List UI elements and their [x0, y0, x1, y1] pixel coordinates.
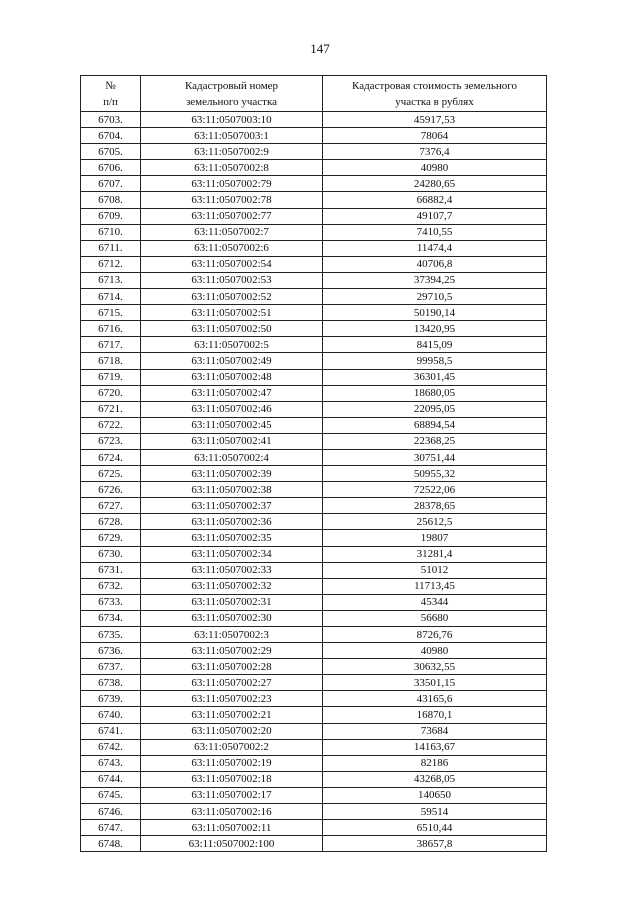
- cell-cadastral-value: 11713,45: [323, 578, 547, 594]
- cell-row-number: 6723.: [81, 433, 141, 449]
- cell-row-number: 6734.: [81, 610, 141, 626]
- cell-cadastral-number: 63:11:0507002:3: [141, 627, 323, 643]
- table-row: [81, 417, 547, 433]
- cell-row-number: 6708.: [81, 192, 141, 208]
- table-row: [81, 433, 547, 449]
- cell-row-number: 6730.: [81, 546, 141, 562]
- cell-row-number: 6743.: [81, 755, 141, 771]
- cell-cadastral-number: 63:11:0507002:52: [141, 289, 323, 305]
- header-row-number: [81, 76, 141, 112]
- table-row: [81, 224, 547, 240]
- cell-cadastral-value: 6510,44: [323, 820, 547, 836]
- cell-cadastral-number: 63:11:0507002:36: [141, 514, 323, 530]
- table-row: [81, 466, 547, 482]
- cell-cadastral-number: 63:11:0507002:39: [141, 466, 323, 482]
- table-body: [81, 112, 547, 852]
- table-row: [81, 176, 547, 192]
- table-row: [81, 643, 547, 659]
- cell-cadastral-number: 63:11:0507002:4: [141, 449, 323, 465]
- cell-row-number: 6745.: [81, 787, 141, 803]
- cell-cadastral-value: 30632,55: [323, 659, 547, 675]
- table-row: [81, 482, 547, 498]
- cell-cadastral-number: 63:11:0507002:9: [141, 144, 323, 160]
- cell-cadastral-value: 140650: [323, 787, 547, 803]
- cadastral-value-table: [80, 75, 547, 852]
- cell-cadastral-value: 40980: [323, 643, 547, 659]
- table-row: [81, 610, 547, 626]
- header-cadastral-value-line1: Кадастровая стоимость земельного: [352, 79, 517, 92]
- cell-cadastral-value: 19807: [323, 530, 547, 546]
- table-row: [81, 546, 547, 562]
- table-row: [81, 272, 547, 288]
- table-row: [81, 128, 547, 144]
- header-cadastral-value-line2: участка в рублях: [395, 95, 474, 108]
- cell-cadastral-value: 7410,55: [323, 224, 547, 240]
- cell-row-number: 6715.: [81, 305, 141, 321]
- header-row: [81, 76, 547, 112]
- cell-cadastral-number: 63:11:0507002:41: [141, 433, 323, 449]
- cell-row-number: 6736.: [81, 643, 141, 659]
- cell-cadastral-number: 63:11:0507002:2: [141, 739, 323, 755]
- cell-cadastral-value: 28378,65: [323, 498, 547, 514]
- cell-cadastral-value: 22095,05: [323, 401, 547, 417]
- table-row: [81, 160, 547, 176]
- cell-cadastral-value: 22368,25: [323, 433, 547, 449]
- cell-row-number: 6727.: [81, 498, 141, 514]
- cell-cadastral-number: 63:11:0507002:38: [141, 482, 323, 498]
- table-row: [81, 256, 547, 272]
- cell-row-number: 6732.: [81, 578, 141, 594]
- cell-cadastral-number: 63:11:0507002:16: [141, 804, 323, 820]
- cell-row-number: 6712.: [81, 256, 141, 272]
- cell-cadastral-number: 63:11:0507002:6: [141, 240, 323, 256]
- cell-cadastral-value: 43268,05: [323, 771, 547, 787]
- cell-cadastral-value: 33501,15: [323, 675, 547, 691]
- cell-cadastral-number: 63:11:0507002:17: [141, 787, 323, 803]
- cell-cadastral-number: 63:11:0507002:47: [141, 385, 323, 401]
- cell-cadastral-value: 14163,67: [323, 739, 547, 755]
- cell-row-number: 6713.: [81, 272, 141, 288]
- cell-row-number: 6709.: [81, 208, 141, 224]
- table-row: [81, 385, 547, 401]
- table-row: [81, 739, 547, 755]
- cell-cadastral-number: 63:11:0507002:18: [141, 771, 323, 787]
- cell-row-number: 6731.: [81, 562, 141, 578]
- cell-cadastral-number: 63:11:0507002:20: [141, 723, 323, 739]
- table-row: [81, 562, 547, 578]
- table-row: [81, 530, 547, 546]
- table-row: [81, 820, 547, 836]
- cell-row-number: 6728.: [81, 514, 141, 530]
- cell-cadastral-number: 63:11:0507002:27: [141, 675, 323, 691]
- cell-row-number: 6711.: [81, 240, 141, 256]
- cell-cadastral-value: 36301,45: [323, 369, 547, 385]
- cell-cadastral-number: 63:11:0507002:23: [141, 691, 323, 707]
- cell-cadastral-value: 50955,32: [323, 466, 547, 482]
- cell-cadastral-number: 63:11:0507002:37: [141, 498, 323, 514]
- table-row: [81, 804, 547, 820]
- cell-row-number: 6725.: [81, 466, 141, 482]
- cell-cadastral-value: 45917,53: [323, 112, 547, 128]
- cell-cadastral-number: 63:11:0507002:50: [141, 321, 323, 337]
- cell-cadastral-number: 63:11:0507002:5: [141, 337, 323, 353]
- table-row: [81, 594, 547, 610]
- cell-cadastral-value: 31281,4: [323, 546, 547, 562]
- cell-cadastral-value: 16870,1: [323, 707, 547, 723]
- table-row: [81, 787, 547, 803]
- cell-row-number: 6748.: [81, 836, 141, 852]
- cell-row-number: 6716.: [81, 321, 141, 337]
- cell-cadastral-number: 63:11:0507003:1: [141, 128, 323, 144]
- cell-cadastral-value: 7376,4: [323, 144, 547, 160]
- cell-cadastral-value: 30751,44: [323, 449, 547, 465]
- cell-row-number: 6721.: [81, 401, 141, 417]
- header-row-number-line2: п/п: [103, 95, 118, 108]
- cell-row-number: 6741.: [81, 723, 141, 739]
- cell-row-number: 6747.: [81, 820, 141, 836]
- cell-row-number: 6710.: [81, 224, 141, 240]
- cell-cadastral-value: 37394,25: [323, 272, 547, 288]
- cell-row-number: 6705.: [81, 144, 141, 160]
- cell-row-number: 6714.: [81, 289, 141, 305]
- cell-row-number: 6746.: [81, 804, 141, 820]
- cell-row-number: 6719.: [81, 369, 141, 385]
- header-row-number-line1: №: [105, 79, 116, 92]
- header-cadastral-number-line1: Кадастровый номер: [184, 79, 279, 92]
- table-row: [81, 192, 547, 208]
- cell-cadastral-value: 29710,5: [323, 289, 547, 305]
- table-row: [81, 401, 547, 417]
- table-row: [81, 449, 547, 465]
- cell-cadastral-number: 63:11:0507002:46: [141, 401, 323, 417]
- cell-cadastral-value: 49107,7: [323, 208, 547, 224]
- cell-row-number: 6742.: [81, 739, 141, 755]
- cell-row-number: 6744.: [81, 771, 141, 787]
- cell-cadastral-value: 24280,65: [323, 176, 547, 192]
- table-row: [81, 707, 547, 723]
- cell-cadastral-number: 63:11:0507002:28: [141, 659, 323, 675]
- table-row: [81, 305, 547, 321]
- table-row: [81, 723, 547, 739]
- table-row: [81, 836, 547, 852]
- table-row: [81, 771, 547, 787]
- cell-cadastral-number: 63:11:0507002:19: [141, 755, 323, 771]
- table-row: [81, 675, 547, 691]
- cell-cadastral-number: 63:11:0507002:77: [141, 208, 323, 224]
- cell-cadastral-number: 63:11:0507002:30: [141, 610, 323, 626]
- table-row: [81, 321, 547, 337]
- cell-row-number: 6704.: [81, 128, 141, 144]
- cell-row-number: 6718.: [81, 353, 141, 369]
- header-cadastral-number: [141, 76, 323, 112]
- table-header: [81, 76, 547, 112]
- table-row: [81, 208, 547, 224]
- cell-cadastral-number: 63:11:0507002:32: [141, 578, 323, 594]
- table-row: [81, 337, 547, 353]
- cell-row-number: 6722.: [81, 417, 141, 433]
- cell-cadastral-value: 18680,05: [323, 385, 547, 401]
- table-row: [81, 353, 547, 369]
- table-row: [81, 514, 547, 530]
- cell-row-number: 6703.: [81, 112, 141, 128]
- cell-cadastral-value: 68894,54: [323, 417, 547, 433]
- cell-row-number: 6740.: [81, 707, 141, 723]
- cell-row-number: 6729.: [81, 530, 141, 546]
- table-row: [81, 498, 547, 514]
- header-cadastral-number-line2: земельного участка: [185, 95, 278, 108]
- table-row: [81, 755, 547, 771]
- cell-cadastral-number: 63:11:0507002:45: [141, 417, 323, 433]
- table-row: [81, 240, 547, 256]
- cell-cadastral-number: 63:11:0507002:34: [141, 546, 323, 562]
- cell-cadastral-value: 40706,8: [323, 256, 547, 272]
- cell-cadastral-value: 8726,76: [323, 627, 547, 643]
- table-row: [81, 289, 547, 305]
- cell-row-number: 6735.: [81, 627, 141, 643]
- cell-cadastral-value: 11474,4: [323, 240, 547, 256]
- cell-cadastral-number: 63:11:0507002:29: [141, 643, 323, 659]
- cell-cadastral-number: 63:11:0507002:51: [141, 305, 323, 321]
- table-row: [81, 578, 547, 594]
- cell-cadastral-number: 63:11:0507002:8: [141, 160, 323, 176]
- cell-cadastral-value: 99958,5: [323, 353, 547, 369]
- cell-row-number: 6726.: [81, 482, 141, 498]
- cell-row-number: 6706.: [81, 160, 141, 176]
- cell-cadastral-value: 43165,6: [323, 691, 547, 707]
- cell-row-number: 6720.: [81, 385, 141, 401]
- cell-cadastral-value: 82186: [323, 755, 547, 771]
- cell-cadastral-value: 45344: [323, 594, 547, 610]
- cell-cadastral-value: 13420,95: [323, 321, 547, 337]
- cell-cadastral-number: 63:11:0507002:79: [141, 176, 323, 192]
- page-number: 147: [310, 41, 330, 56]
- cell-cadastral-number: 63:11:0507002:48: [141, 369, 323, 385]
- cell-cadastral-value: 50190,14: [323, 305, 547, 321]
- table-row: [81, 112, 547, 128]
- cell-cadastral-value: 51012: [323, 562, 547, 578]
- cell-cadastral-number: 63:11:0507002:54: [141, 256, 323, 272]
- cell-cadastral-number: 63:11:0507002:11: [141, 820, 323, 836]
- cell-cadastral-value: 59514: [323, 804, 547, 820]
- cell-cadastral-number: 63:11:0507002:7: [141, 224, 323, 240]
- cell-cadastral-number: 63:11:0507002:53: [141, 272, 323, 288]
- table-row: [81, 144, 547, 160]
- cell-row-number: 6717.: [81, 337, 141, 353]
- cell-cadastral-value: 66882,4: [323, 192, 547, 208]
- cell-cadastral-value: 78064: [323, 128, 547, 144]
- cell-row-number: 6739.: [81, 691, 141, 707]
- header-cadastral-value: [323, 76, 547, 112]
- cell-cadastral-value: 38657,8: [323, 836, 547, 852]
- cell-row-number: 6738.: [81, 675, 141, 691]
- cell-cadastral-number: 63:11:0507002:100: [141, 836, 323, 852]
- cell-cadastral-number: 63:11:0507002:49: [141, 353, 323, 369]
- cell-row-number: 6737.: [81, 659, 141, 675]
- table-row: [81, 659, 547, 675]
- table-row: [81, 627, 547, 643]
- cell-cadastral-value: 25612,5: [323, 514, 547, 530]
- table-row: [81, 691, 547, 707]
- cell-row-number: 6707.: [81, 176, 141, 192]
- cell-cadastral-value: 73684: [323, 723, 547, 739]
- cell-row-number: 6733.: [81, 594, 141, 610]
- cell-cadastral-value: 72522,06: [323, 482, 547, 498]
- cell-cadastral-number: 63:11:0507002:35: [141, 530, 323, 546]
- cell-cadastral-number: 63:11:0507002:31: [141, 594, 323, 610]
- cell-cadastral-number: 63:11:0507002:21: [141, 707, 323, 723]
- cell-cadastral-number: 63:11:0507003:10: [141, 112, 323, 128]
- cell-cadastral-number: 63:11:0507002:33: [141, 562, 323, 578]
- cell-cadastral-value: 56680: [323, 610, 547, 626]
- cell-row-number: 6724.: [81, 449, 141, 465]
- table-row: [81, 369, 547, 385]
- cell-cadastral-value: 8415,09: [323, 337, 547, 353]
- cell-cadastral-value: 40980: [323, 160, 547, 176]
- cell-cadastral-number: 63:11:0507002:78: [141, 192, 323, 208]
